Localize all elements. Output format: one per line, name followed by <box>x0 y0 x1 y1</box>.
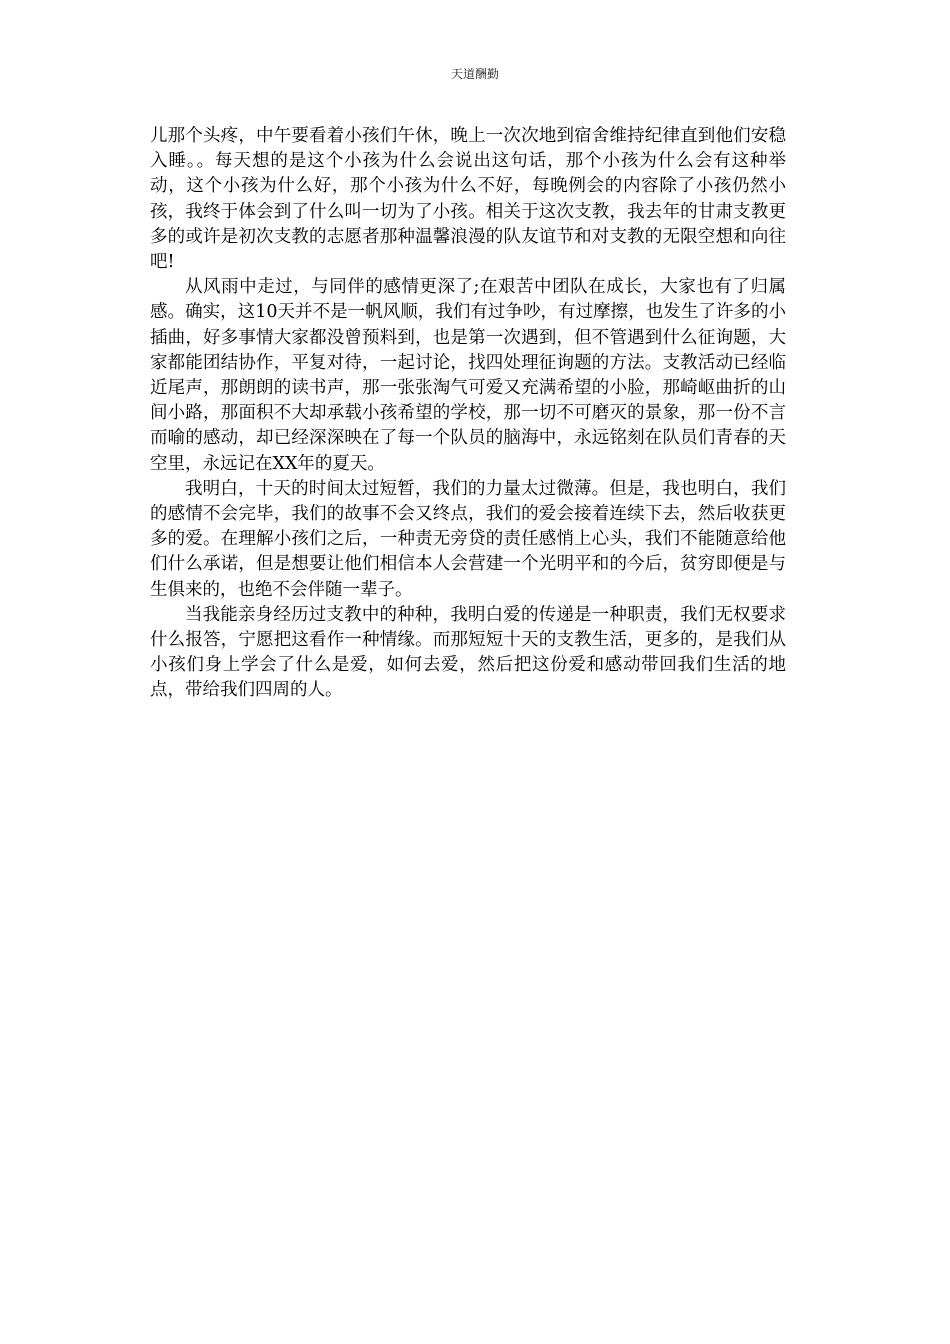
paragraph: 当我能亲身经历过支教中的种种，我明白爱的传递是一种职责，我们无权要求什么报答，宁愿把这看作一种情缘。而那短短十天的支教生活，更多的，是我们从小孩们身上学会了什么是爱，如何去爱，然后把这份爱和感动带回我们生活的地点，带给我们四周的人。 <box>150 604 786 701</box>
page-header: 天道酬勤 <box>450 67 499 81</box>
paragraph: 我明白，十天的时间太过短暂，我们的力量太过微薄。但是，我也明白，我们的感情不会完毕，我们的故事不会又终点，我们的爱会接着连续下去，然后收获更多的爱。在理解小孩们之后，一种责无旁贷的责任感悄上心头，我们不能随意给他们什么承诺，但是想要让他们相信本人会营建一个光明平和的今后，贫穷即便是与生俱来的，也绝不会伴随一辈子。 <box>150 478 786 600</box>
paragraph-continued: 儿那个头疼，中午要看着小孩们午休，晚上一次次地到宿舍维持纪律直到他们安稳入睡。。每天想的是这个小孩为什么会说出这句话，那个小孩为什么会有这种举动，这个小孩为什么好，那个小孩为什么不好，每晚例会的内容除了小孩仍然小孩，我终于体会到了什么叫一切为了小孩。相关于这次支教，我去年的甘肃支教更多的或许是初次支教的志愿者那种温馨浪漫的队友谊节和对支教的无限空想和向往吧! <box>150 126 786 273</box>
document-body <box>150 124 786 704</box>
paragraph: 从风雨中走过，与同伴的感情更深了;在艰苦中团队在成长，大家也有了归属感。确实，这10天并不是一帆风顺，我们有过争吵，有过摩擦，也发生了许多的小插曲，好多事情大家都没曾预料到，也是第一次遇到，但不管遇到什么征询题，大家都能团结协作，平复对待，一起讨论，找四处理征询题的方法。支教活动已经临近尾声，那朗朗的读书声，那一张张淘气可爱又充满希望的小脸，那崎岖曲折的山间小路，那面积不大却承载小孩希望的学校，那一切不可磨灭的景象，那一份不言而喻的感动，却已经深深映在了每一个队员的脑海中，永远铭刻在队员们青春的天空里，永远记在XX年的夏天。 <box>150 277 786 474</box>
